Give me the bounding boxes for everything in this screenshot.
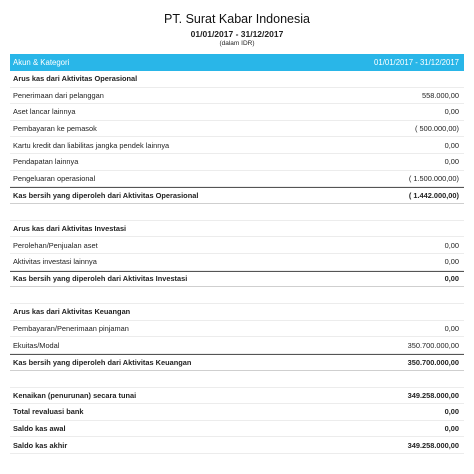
summary-row-net-change — [10, 388, 464, 405]
section-title-keuangan — [10, 304, 464, 321]
table-row — [10, 254, 464, 271]
total-row-keuangan — [10, 354, 464, 371]
row-label: Pembayaran ke pemasok — [13, 124, 97, 134]
summary-label: Saldo kas akhir — [13, 440, 68, 450]
section-title: Arus kas dari Aktivitas Investasi — [13, 224, 127, 234]
row-label: Perolehan/Penjualan aset — [13, 240, 98, 250]
currency-note: (dalam IDR) — [219, 40, 255, 47]
row-label: Kartu kredit dan liabilitas jangka pendek lainnya — [13, 140, 170, 150]
total-value: ( 1.442.000,00) — [408, 190, 459, 200]
summary-value: 349.258.000,00 — [407, 390, 459, 400]
total-value: 350.700.000,00 — [407, 357, 459, 367]
row-label: Penerimaan dari pelanggan — [13, 90, 104, 100]
summary-label: Total revaluasi bank — [13, 407, 84, 417]
total-value: 0,00 — [444, 274, 459, 284]
table-row — [10, 137, 464, 154]
row-value: 0,00 — [444, 324, 459, 334]
table-row — [10, 104, 464, 121]
row-value: 558.000,00 — [422, 90, 459, 100]
summary-label: Kenaikan (penurunan) secara tunai — [13, 390, 137, 400]
column-header-period: 01/01/2017 - 31/12/2017 — [374, 58, 459, 67]
spacer-row — [10, 371, 464, 388]
column-header-account: Akun & Kategori — [13, 58, 70, 67]
summary-row-revaluation — [10, 404, 464, 421]
table-row — [10, 237, 464, 254]
summary-row-opening-balance — [10, 421, 464, 438]
table-row — [10, 154, 464, 171]
summary-label: Saldo kas awal — [13, 423, 66, 433]
section-title-operasional — [10, 71, 464, 88]
row-label: Aset lancar lainnya — [13, 107, 76, 117]
table-row — [10, 321, 464, 338]
report-header — [10, 0, 464, 48]
table-row — [10, 337, 464, 354]
summary-row-closing-balance — [10, 437, 464, 454]
row-label: Pembayaran/Penerimaan pinjaman — [13, 324, 129, 334]
row-value: 0,00 — [444, 257, 459, 267]
spacer-row — [10, 287, 464, 304]
row-label: Aktivitas investasi lainnya — [13, 257, 97, 267]
table-row — [10, 88, 464, 105]
row-label: Pendapatan lainnya — [13, 157, 79, 167]
section-title: Arus kas dari Aktivitas Keuangan — [13, 307, 131, 317]
row-value: 0,00 — [444, 107, 459, 117]
row-value: 350.700.000,00 — [407, 340, 459, 350]
row-value: ( 500.000,00) — [415, 124, 459, 134]
total-row-operasional — [10, 187, 464, 204]
table-header — [10, 54, 464, 71]
row-value: 0,00 — [444, 240, 459, 250]
total-label: Kas bersih yang diperoleh dari Aktivitas Keuangan — [13, 357, 192, 367]
row-value: 0,00 — [444, 140, 459, 150]
section-title: Arus kas dari Aktivitas Operasional — [13, 74, 138, 84]
table-row — [10, 171, 464, 188]
total-label: Kas bersih yang diperoleh dari Aktivitas Operasional — [13, 190, 199, 200]
table-row — [10, 121, 464, 138]
section-title-investasi — [10, 221, 464, 238]
summary-value: 0,00 — [444, 407, 459, 417]
row-label: Pengeluaran operasional — [13, 173, 96, 183]
summary-value: 0,00 — [444, 423, 459, 433]
report-period: 01/01/2017 - 31/12/2017 — [190, 29, 284, 39]
summary-value: 349.258.000,00 — [407, 440, 459, 450]
total-label: Kas bersih yang diperoleh dari Aktivitas Investasi — [13, 274, 188, 284]
total-row-investasi — [10, 271, 464, 288]
row-value: 0,00 — [444, 157, 459, 167]
row-label: Ekuitas/Modal — [13, 340, 60, 350]
spacer-row — [10, 204, 464, 221]
company-name: PT. Surat Kabar Indonesia — [164, 12, 310, 26]
row-value: ( 1.500.000,00) — [408, 173, 459, 183]
